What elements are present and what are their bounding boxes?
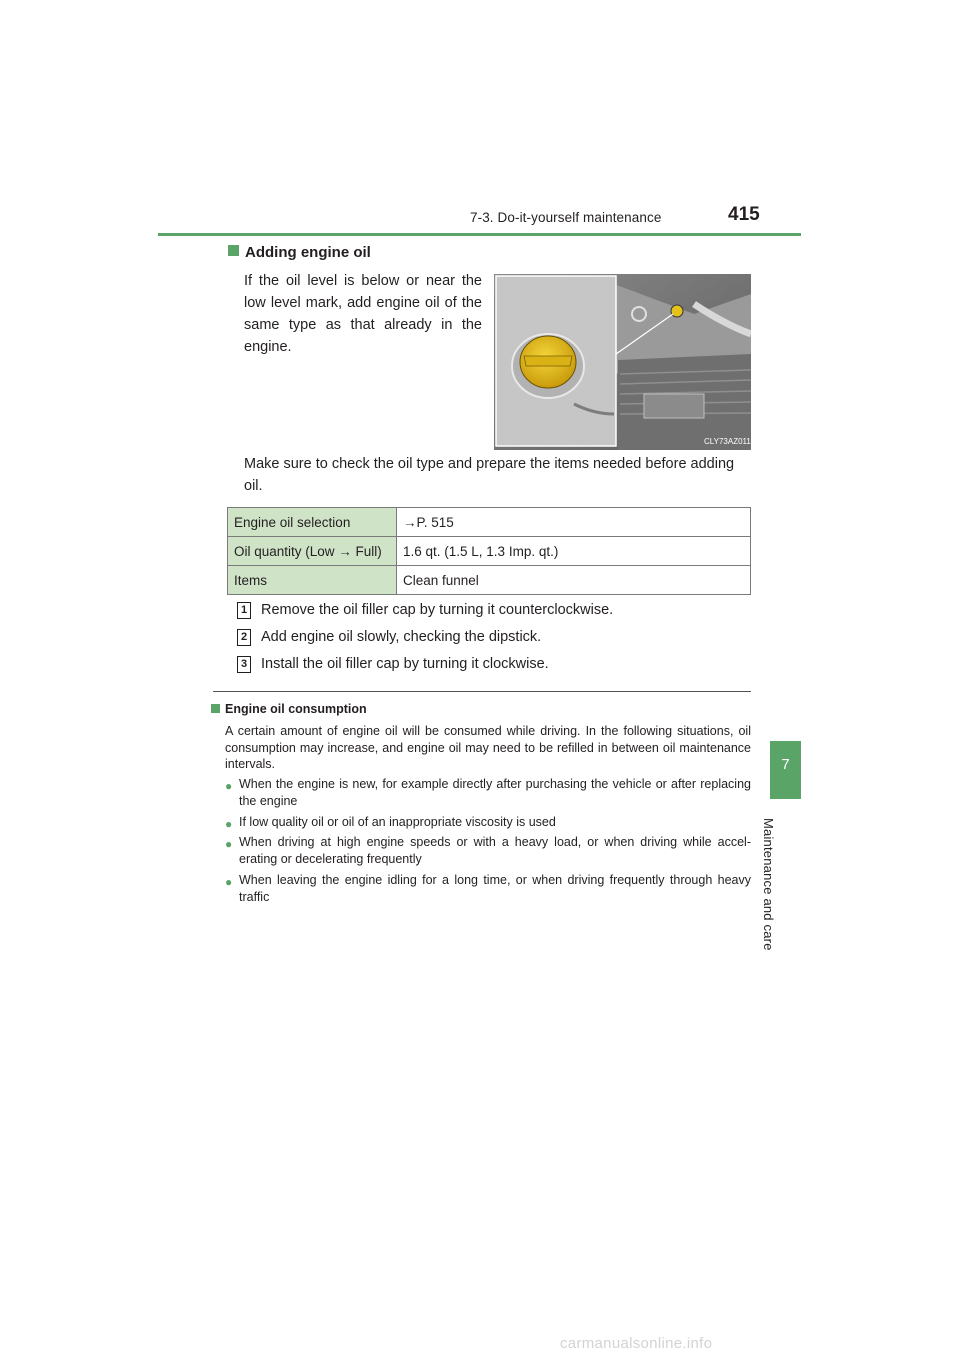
- consumption-intro: A certain amount of engine oil will be consumed while driving. In the following situations, oil consumption may increase, and engine oil may need to be refilled in between oil maintenance intervals.: [225, 724, 751, 771]
- svg-text:CLY73AZ011: CLY73AZ011: [704, 437, 751, 446]
- chapter-label: Maintenance and care: [761, 818, 776, 951]
- table-value: 1.6 qt. (1.5 L, 1.3 Imp. qt.): [397, 537, 751, 566]
- table-value: Clean funnel: [397, 566, 751, 595]
- watermark: carmanualsonline.info: [560, 1335, 713, 1352]
- note-divider: [213, 691, 751, 692]
- adding-oil-intro: If the oil level is below or near the low level mark, add engine oil of the same type as that already in the engine.: [244, 273, 482, 355]
- consumption-heading: Engine oil consumption: [211, 702, 367, 716]
- bullet-dot-icon: ●: [225, 837, 233, 851]
- page-number: 415: [728, 204, 760, 225]
- list-item: ● When driving at high engine speeds or with a heavy load, or when driving while accel-erating or decelerating frequently: [225, 835, 751, 866]
- bullet-dot-icon: ●: [225, 779, 233, 793]
- table-key: Items: [228, 566, 397, 595]
- oil-filler-cap-illustration: [494, 274, 751, 450]
- bullet-dot-icon: ●: [225, 817, 233, 831]
- section-title: 7-3. Do-it-yourself maintenance: [470, 210, 662, 225]
- table-row: [228, 508, 751, 537]
- oil-spec-table: [227, 507, 751, 595]
- square-bullet-icon: [211, 704, 220, 713]
- list-item: ● When the engine is new, for example directly after purchasing the vehicle or after replacing the engine: [225, 777, 751, 808]
- chapter-number: 7: [781, 756, 790, 773]
- table-key: Engine oil selection: [228, 508, 397, 537]
- step-number: 1: [237, 602, 251, 619]
- adding-oil-heading: Adding engine oil: [228, 244, 371, 261]
- step-item: 1 Remove the oil filler cap by turning it counterclockwise.: [237, 602, 613, 619]
- table-row: [228, 566, 751, 595]
- header-rule: [158, 233, 801, 236]
- make-sure-paragraph: Make sure to check the oil type and prepare the items needed before adding oil.: [244, 456, 735, 494]
- step-item: 2 Add engine oil slowly, checking the dipstick.: [237, 629, 541, 646]
- list-item: ● If low quality oil or oil of an inappropriate viscosity is used: [225, 815, 556, 831]
- list-item: ● When leaving the engine idling for a long time, or when driving frequently through heavy traffic: [225, 873, 751, 904]
- bullet-dot-icon: ●: [225, 875, 233, 889]
- step-number: 3: [237, 656, 251, 673]
- table-row: [228, 537, 751, 566]
- table-value: →P. 515: [397, 508, 751, 537]
- table-key: Oil quantity (Low → Full): [228, 537, 397, 566]
- step-number: 2: [237, 629, 251, 646]
- square-bullet-icon: [228, 245, 239, 256]
- step-item: 3 Install the oil filler cap by turning it clockwise.: [237, 656, 549, 673]
